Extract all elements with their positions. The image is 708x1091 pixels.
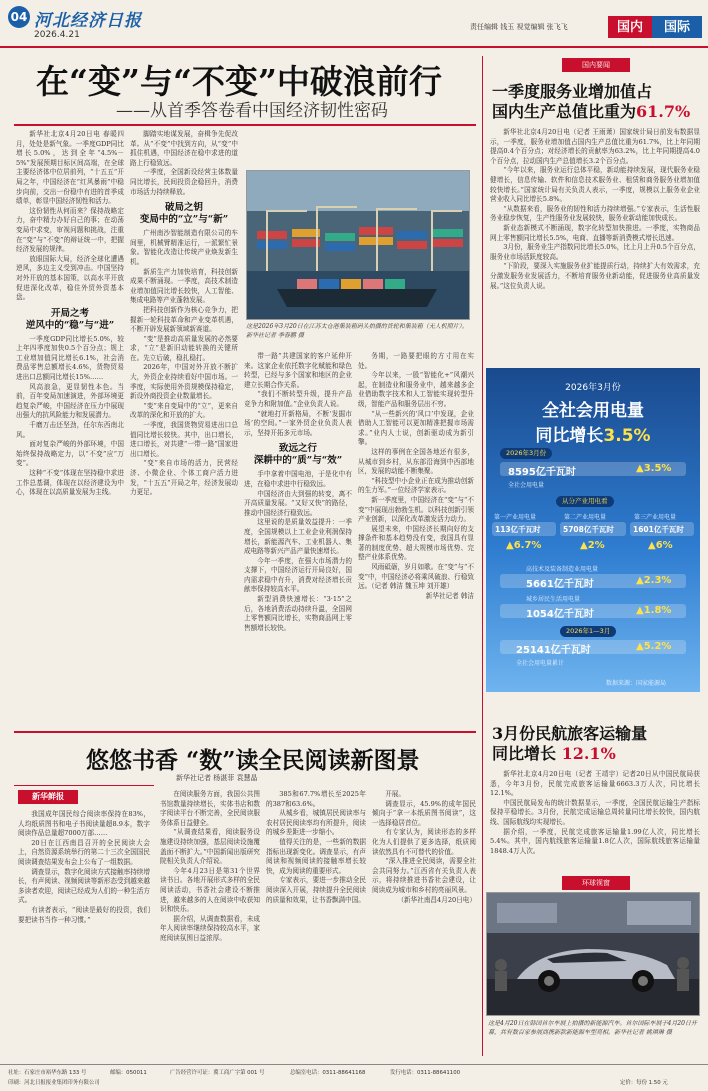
- title-part: 同比增长: [535, 426, 604, 446]
- paragraph: 广州南沙智能制造有限公司的车间里，机械臂精准运行，一派繁忙景象。智能化改造让传统产业焕发新生机。: [130, 229, 238, 266]
- author-sign: 新华社记者 韩洁: [425, 591, 474, 600]
- paragraph: “变”来自市场的活力，民营经济、小微企业、个体工商户活力迸发，“十五五”开局之年，经济发展动力更足。: [130, 459, 238, 497]
- ind2-value: 5708亿千瓦时: [563, 525, 614, 534]
- headline-percent: 61.7%: [636, 102, 691, 121]
- paragraph: 面对复杂严峻的外部环境，中国始终保持战略定力，以“不变”应“万变”。: [16, 440, 124, 468]
- lead-column-2: [130, 130, 238, 725]
- paragraph: “下阶段，要深入实施服务业扩能提质行动，持续扩大有效需求，充分激发服务业发展活力，不断培育服务业新动能，促进服务业高质量发展。”这位负责人说。: [490, 262, 700, 290]
- paragraph: 新业态新模式不断涌现，数字化转型加快推进。一季度，实物商品网上零售额同比增长5.5%，电商、直播等新消费模式增长迅速。: [490, 223, 700, 242]
- ind3-growth: [648, 540, 673, 551]
- paragraph: 有读者表示，“阅读是最好的投资，我们要把读书当作一种习惯。”: [18, 905, 150, 924]
- up-arrow-icon: ▲: [636, 463, 644, 474]
- total-label: 2026年3月份: [500, 448, 552, 459]
- up-arrow-icon: ▲: [580, 540, 588, 551]
- infographic-title-date: 2026年3月份: [565, 383, 621, 393]
- section-international-tab[interactable]: 国际: [652, 16, 702, 38]
- paragraph: 把科技创新作为核心竞争力，把握新一轮科技革命和产业变革机遇，不断开辟发展新领域新赛道。: [130, 305, 238, 334]
- paragraph: 中国经济由大到强的转变，离不开高质量发展。“又好又快”的路径，推动中国经济行稳致远。: [244, 489, 352, 517]
- growth-text: 2.3%: [643, 575, 672, 586]
- paragraph: 中国民航局发布的统计数据显示，一季度，全国民航运输生产指标保持平稳增长。3月份，民航完成运输总周转量同比增长较快，国内航线、国际航线均实现增长。: [490, 798, 700, 826]
- ind3-value: 1601亿千瓦时: [633, 525, 684, 534]
- section-domestic-tab[interactable]: 国内: [608, 16, 652, 38]
- infographic-title: [486, 396, 700, 446]
- title-part: 全社会用电量: [542, 401, 644, 421]
- section-subhead: 致远之行 深耕中的“质”与“效”: [253, 443, 343, 467]
- section-subhead: 开局之考 逆风中的“稳”与“进”: [25, 307, 115, 331]
- page-header: [0, 0, 708, 48]
- paragraph: 这份韧性从何而来？保持战略定力，奋中精力办好自己的事；在动荡变局中求变，审视问题和挑战，注重在“变”与“不变”的辩证统一中，把握经济发展的规律。: [16, 206, 124, 254]
- paragraph: “变”是推动高质量发展的必然要求，“立”是新旧动能转换的关键所在。先立后破，稳扎稳打。: [130, 334, 238, 362]
- paragraph: “从数据来看，服务业的韧性和活力持续增强。”专家表示，生活性服务业稳步恢复，生产性服务业发展较快，服务业新动能加快成长。: [490, 204, 700, 223]
- paragraph: 新华社北京4月20日电（记者 王靖宇）记者20日从中国民航局获悉，今年3月份，民航完成旅客运输量6663.3万人次，同比增长12.1%。: [490, 770, 700, 798]
- paragraph: 我国成年国民综合阅读率保持在83%，人均纸质图书和电子书阅读量超8.9本，数字阅读作品总量超7000万部……: [18, 810, 150, 838]
- divider: [14, 124, 476, 126]
- paragraph: （新华社南昌4月20日电）: [397, 895, 476, 904]
- xinhua-news-tag: 新华鲜报: [18, 790, 78, 804]
- footer-printer: 印刷：河北日报报业集团印务有限公司: [8, 1080, 100, 1086]
- up-arrow-icon: ▲: [636, 641, 644, 652]
- paragraph: 今年4月23日是第31个世界读书日。各地开展形式多样的全民阅读活动，书香社会建设不断推进，越来越多的人在阅读中收获知识和快乐。: [160, 866, 260, 914]
- ind1-growth: [506, 540, 541, 551]
- growth-text: 3.5%: [643, 463, 672, 474]
- lead-column-4: [358, 352, 474, 725]
- masthead-logo: 河北经济日报: [34, 11, 142, 31]
- paragraph: 一季度，我国货物贸易进出口总值同比增长较快。其中，出口增长，进口增长，对共建“一带一路”国家进出口增长。: [130, 421, 238, 458]
- car-show-photo: [486, 892, 700, 1016]
- domestic-news-tag: 国内要闻: [562, 58, 630, 72]
- up-arrow-icon: ▲: [648, 540, 656, 551]
- reading-column-4: [372, 790, 476, 1060]
- port-photo: [246, 170, 470, 320]
- paragraph: 这样的事例在全国各地还有很多，从城市到乡村，从东部沿海到中西部地区，发展的动能不断集聚。: [358, 447, 474, 476]
- page-number: 04: [8, 6, 30, 28]
- paragraph: “就地打开新格局，不断‘发掘市场’的空间。”一家外贸企业负责人表示，坚持开拓多元市场。: [244, 409, 352, 437]
- lead-headline: 在“变”与“不变”中破浪前行: [36, 62, 442, 101]
- paragraph: 2026年，中国对外开放不断扩大，外资企业持续看好中国市场。一季度，实际使用外资规模保持稳定，新设外商投资企业数量增长。: [130, 363, 238, 401]
- paragraph: “从一些新兴的‘风口’中发现，企业借助人工智能可以更加精准把握市场需求。”业内人士说，创新驱动成为新引擎。: [358, 409, 474, 447]
- paragraph: 放眼国际大局，经济全球化遭遇逆风，多边主义受到冲击。中国坚持对外开放的基本国策，以高水平开放促进深化改革，稳住外贸外资基本盘。: [16, 254, 124, 302]
- paragraph: 有专家认为，阅读形态的多样化为人们提供了更多选择，纸质阅读依然具有不可替代的价值。: [372, 828, 476, 856]
- ind3-label: 第三产业用电量: [634, 514, 677, 521]
- data-source: 数据来源：国家能源局: [606, 680, 667, 687]
- paragraph: 脚踏实地谋发展，奋楫争先促改革。从“不变”中找到方向，从“变”中抓住机遇，中国经济在稳中求进的道路上行稳致远。: [130, 130, 238, 167]
- footer-ad-license: 广告经营许可证：冀工商广字第 001 号: [170, 1070, 265, 1076]
- paragraph: 风高浪急，更显韧性本色。当前，百年变局加速演进，外部环境更趋复杂严峻，中国经济在压力中展现出强大的抗风险能力和发展潜力。: [16, 382, 124, 420]
- paragraph: 一季度GDP同比增长5.0%，较上年四季度加快0.5个百分点；规上工业增加值同比增长6.1%，社会消费品零售总额增长4.6%，货物贸易进出口总额同比增长15%……: [16, 334, 124, 382]
- paragraph: 展望未来，中国经济长期向好的支撑条件和基本趋势没有变，我国具有显著的制度优势、超大规模市场优势、完整产业体系优势。: [358, 524, 474, 562]
- reading-column-1: [18, 810, 150, 1060]
- total-value: 8595亿千瓦时: [508, 467, 576, 478]
- growth-text: 1.8%: [643, 605, 672, 616]
- hightech-value: 5661亿千瓦时: [526, 579, 594, 590]
- paragraph: 从城乡看，城镇居民阅读率与农村居民阅读率均有所提升，阅读的城乡差距进一步缩小。: [266, 809, 366, 837]
- divider: [14, 731, 476, 733]
- total-sub: 全社会用电量: [508, 482, 545, 489]
- paragraph: 专家表示，要进一步推动全民阅读深入开展，持续提升全民阅读的质量和效果，让书香飘满中国。: [266, 876, 366, 904]
- right-headline-line2: [492, 102, 690, 122]
- footer-phone: 总编室电话：0311-88641168: [290, 1070, 366, 1076]
- reading-column-2: [160, 790, 260, 1060]
- lead-column-1: [16, 130, 124, 725]
- car-photo-caption: 这是4月20日在韩国首尔车展上拍摄的新能源汽车。首尔国际车展于4月20日开幕，共有数百家参展商携新款新能源车型亮相。新华社记者 姚琪琳 摄: [488, 1020, 697, 1036]
- paragraph: 3月份，服务业生产指数同比增长5.0%，比上月上升0.5个百分点，服务业市场活跃度较高。: [490, 243, 700, 261]
- footer-distribution: 发行电话：0311-88641100: [390, 1070, 461, 1076]
- q1-label: 2026年1—3月: [560, 626, 616, 637]
- ind1-label: 第一产业用电量: [494, 514, 537, 521]
- aviation-headline-line2: [492, 744, 616, 764]
- title-percent: 3.5%: [603, 426, 651, 446]
- residential-growth: [636, 605, 671, 616]
- paragraph: 据介绍，从调查数据看，未成年人阅读率继续保持较高水平，家庭阅读氛围日益浓厚。: [160, 914, 260, 942]
- paragraph: “变”来自变局中的“立”，更来自改革的深化和开放的扩大。: [130, 401, 238, 420]
- container-port-image: [247, 171, 470, 320]
- lead-column-3: [244, 352, 352, 725]
- paragraph: 千磨万击还坚劲，任尔东西南北风。: [16, 421, 124, 439]
- industry-group-label: 从分产业用电看: [556, 496, 614, 507]
- paragraph: 20日在江西南昌召开的全民阅读大会上，自然资源系统举行的第二十三次全国国民阅读调查结果发布会上公布了一组数据。: [18, 838, 150, 866]
- headline-text: 同比增长: [492, 744, 557, 763]
- paragraph: 今年以来，一股“智能化+”风潮兴起，在制造业和服务业中，越来越多企业借助数字技术和人工智能实现转型升级，智能产品和服务层出不穷。: [358, 371, 474, 408]
- growth-text: 2%: [587, 540, 605, 551]
- aviation-article: [490, 770, 700, 874]
- reading-byline: 新华社记者 杨湛菲 袁慧晶: [176, 774, 258, 782]
- paragraph: 风雨砥砺，岁月如歌。在“变”与“不变”中，中国经济必将乘风破浪、行稳致远。（记者 韩洁 魏玉坤 刘开雄）: [358, 563, 474, 591]
- headline-text: 国内生产总值比重为: [492, 102, 637, 121]
- paragraph: 新质生产力加快培育，科技创新成果不断涌现。一季度，高技术制造业增加值同比增长较快，人工智能、集成电路等产业蓬勃发展。: [130, 267, 238, 305]
- paragraph: 385和67.7%增长至2025年的387和63.6%。: [266, 790, 366, 808]
- footer-price: 定价：每份 1.50 元: [620, 1080, 668, 1086]
- q1-value: 25141亿千瓦时: [516, 645, 591, 656]
- paragraph: 手中拿着中国电池，于是化中有进，在稳中求进中行稳致远。: [244, 470, 352, 488]
- paragraph: 这里说的是质量效益提升：一季度，全国规模以上工业企业利润保持增长，新能源汽车、工业机器人、集成电路等新兴产品产量快速增长。: [244, 518, 352, 556]
- paragraph: “深入推进全民阅读，需要全社会共同努力。”江西省有关负责人表示，将持续推进书香社会建设，让阅读成为城市和乡村的亮丽风景。: [372, 857, 476, 894]
- paragraph: 调查显示，45.9%的成年国民倾向于“拿一本纸质图书阅读”，这一选择稳居首位。: [372, 799, 476, 827]
- growth-text: 5.2%: [643, 641, 672, 652]
- car-show-image: [487, 893, 700, 1016]
- hightech-label: 高技术及装备制造业用电量: [526, 566, 599, 573]
- up-arrow-icon: ▲: [636, 575, 644, 586]
- residential-label: 城乡居民生活用电量: [526, 596, 581, 603]
- right-headline-line1: 一季度服务业增加值占: [492, 82, 653, 101]
- paragraph: 务期，一路要把眼的方寸用在实处。: [358, 352, 474, 370]
- paragraph: 带一路”共建国家的客户延伸开来。这家企业依托数字化赋能和绿色转型，已经与多个国家和地区的企业建立长期合作关系。: [244, 352, 352, 389]
- paragraph: “从调查结果看，阅读服务设施建设持续加强，基层阅读设施覆盖面不断扩大。”中国新闻出版研究院相关负责人介绍说。: [160, 828, 260, 866]
- paragraph: 据介绍，一季度，民航完成旅客运输量1.99亿人次，同比增长5.4%。其中，国内航线旅客运输量1.8亿人次，国际航线旅客运输量1848.4万人次。: [490, 827, 700, 855]
- paragraph: 新华社北京4月20日电 春暖四月，处处是新气象。一季度GDP同比增长5.0%，达到全年“4.5%－5%”发展预期目标区间高端，在全球主要经济体中位居前列，“十五五”开局之年，中国经济在“红风暴雨”中稳步向前，交出一份稳中有进的首季成绩单，彰显中国经济韧性和活力。: [16, 130, 124, 206]
- headline-percent: 12.1%: [561, 744, 616, 763]
- paragraph: 调查显示，数字化阅读方式接触率持续增长，有声阅读、视频阅读等新形态受到越来越多读者欢迎，阅读已经成为人们的一种生活方式。: [18, 867, 150, 905]
- electricity-infographic: [486, 368, 700, 692]
- section-subhead: 破局之钥 变局中的“立”与“新”: [139, 202, 229, 226]
- ind2-growth: [580, 540, 605, 551]
- ind2-label: 第二产业用电量: [564, 514, 607, 521]
- paragraph: “今年以来，服务业运行总体平稳，新动能持续发展，现代服务业稳健增长，信息传输、软件和信息技术服务业、租赁和商务服务业增加值较快增长。”国家统计局有关负责人表示，一季度，规模以上服务业企业营业收入同比增长5.8%。: [490, 166, 700, 204]
- reading-headline: 悠悠书香 “数”读全民阅读新图景: [86, 747, 420, 774]
- paragraph: 开展。: [385, 790, 405, 798]
- reading-column-3: [266, 790, 366, 1060]
- paragraph: “科技型中小企业正在成为推动创新的生力军。”一位经济学家表示。: [358, 476, 474, 495]
- up-arrow-icon: ▲: [506, 540, 514, 551]
- lead-subheadline: ——从首季答卷看中国经济韧性密码: [116, 101, 388, 121]
- paragraph: 今年一季度，在强大市场潜力的支撑下，中国经济运行开局良好，国内需求稳中有升，消费对经济增长贡献率保持较高水平。: [244, 556, 352, 594]
- ind1-value: 113亿千瓦时: [495, 525, 541, 534]
- paragraph: “我们不断转型升级，提升产品竞争力和附加值。”企业负责人说。: [244, 390, 352, 408]
- aviation-headline-line1: 3月份民航旅客运输量: [492, 724, 648, 743]
- residential-value: 1054亿千瓦时: [526, 609, 594, 620]
- up-arrow-icon: ▲: [636, 605, 644, 616]
- footer-address: 社址：石家庄市裕华东路 133 号: [8, 1070, 87, 1076]
- q1-sub: 全社会用电量累计: [516, 660, 565, 667]
- total-growth: [636, 463, 671, 474]
- paragraph: 在阅读服务方面，我国公共图书馆数量持续增长，实体书店和数字阅读平台不断完善，全民阅读服务体系日益健全。: [160, 790, 260, 827]
- global-window-tag: 环球视窗: [562, 876, 630, 890]
- paragraph: 这种“不变”体现在坚持稳中求进工作总基调，体现在以经济建设为中心，体现在以高质量发展为主线。: [16, 469, 124, 497]
- editors-credit: 责任编辑 钱玉 视觉编辑 张飞飞: [470, 23, 568, 31]
- growth-text: 6.7%: [513, 540, 542, 551]
- paragraph: 一季度，全国新设经营主体数量同比增长，民间投资企稳回升，消费市场活力持续释放。: [130, 168, 238, 196]
- q1-growth: [636, 641, 671, 652]
- issue-date: 2026.4.21: [34, 30, 80, 40]
- paragraph: 值得关注的是，一些新的数据指标出现新变化。调查显示，有声阅读和视频阅读的接触率增长较快，成为阅读的重要形式。: [266, 837, 366, 875]
- hightech-growth: [636, 575, 671, 586]
- photo-caption: 这是2026年3月20日在江苏太仓港集装箱码头拍摄的货轮和集装箱（无人机照片）。新华社记者 季春鹏 摄: [246, 323, 468, 339]
- services-article: [490, 128, 700, 364]
- paragraph: 新华社北京4月20日电（记者 王雨萧）国家统计局日前发布数据显示，一季度，服务业增加值占国内生产总值比重为61.7%，比上年同期提高0.4个百分点；对经济增长的贡献率为63.2%，比上年同期提高4.0个百分点，拉动国内生产总值增长3.2个百分点。: [490, 128, 700, 165]
- paragraph: 新一季度里，中国经济在“变”与“不变”中展现出勃勃生机。以科技创新引领产业创新，以深化改革激发活力动力。: [358, 495, 474, 524]
- paragraph: 新型消费快速增长：“3·15”之后，各地消费活动持续升温，全国网上零售额同比增长，实物商品网上零售额增长较快。: [244, 595, 352, 632]
- growth-text: 6%: [655, 540, 673, 551]
- footer-postcode: 邮编：050011: [110, 1070, 147, 1076]
